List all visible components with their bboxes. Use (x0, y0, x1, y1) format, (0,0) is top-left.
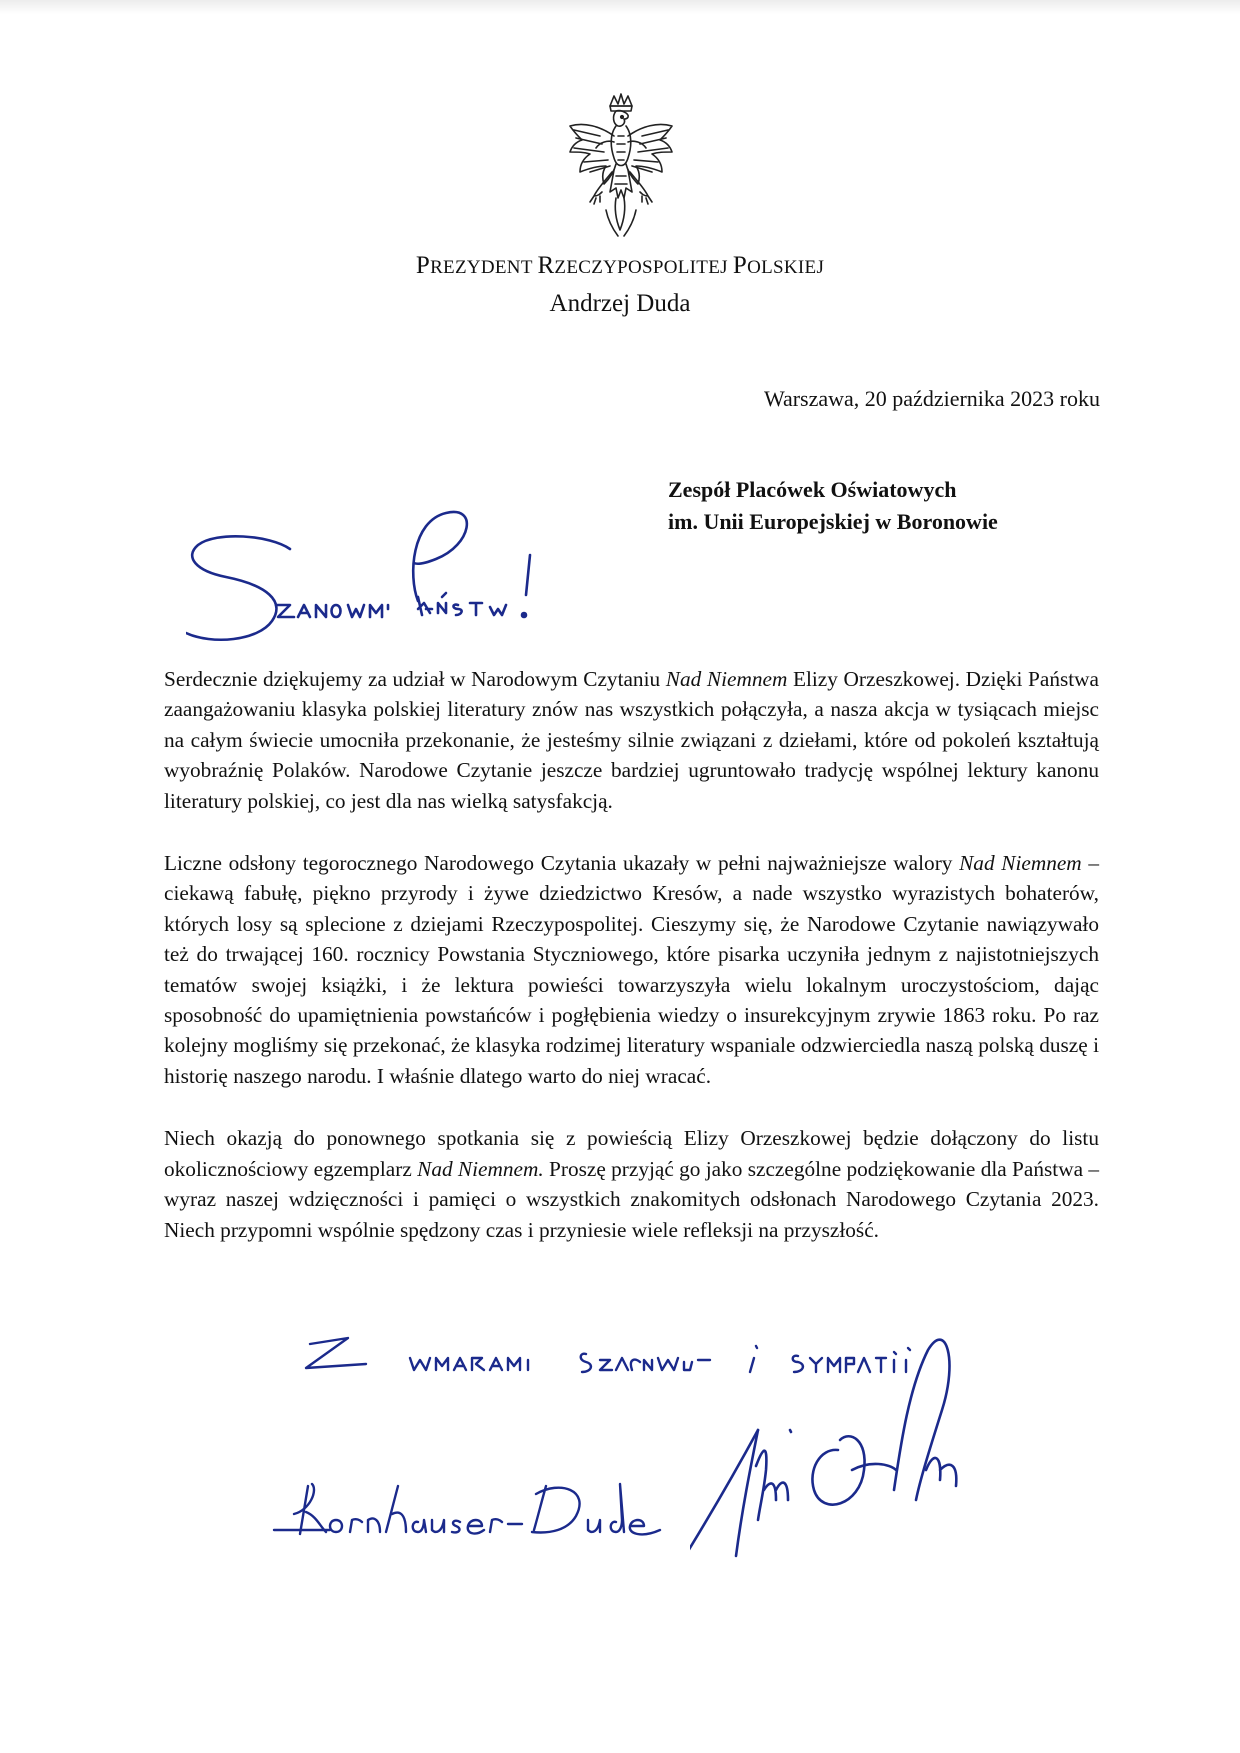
letter-body (164, 664, 1099, 1277)
office-title: PREZYDENT RZECZYPOSPOLITEJ POLSKIEJ (415, 252, 825, 279)
white-eagle-emblem-icon (560, 92, 682, 242)
paragraph-1: Serdecznie dziękujemy za udział w Narodowym Czytaniu Nad Niemnem Elizy Orzeszkowej. Dzięki Państwa zaangażowaniu klasyka polskiej literatury znów nas wszystkich połączyła, a nasza akcja w tysiącach miejsc na całym świecie umocniła przekonanie, że jesteśmy silnie związani z dziełami, które od pokoleń kształtują wyobraźnię Polaków. Narodowe Czytanie jeszcze bardziej ugruntowało tradycję wspólnej lektury kanonu literatury polskiej, co jest dla nas wielką satysfakcją. (164, 667, 1099, 813)
scan-edge (0, 0, 1240, 14)
signature-president (690, 1330, 1070, 1660)
recipient-line-1: Zespół Placówek Oświatowych (668, 477, 957, 502)
paragraph-2: Liczne odsłony tegorocznego Narodowego Czytania ukazały w pełni najważniejsze walory Nad Niemnem – ciekawą fabułę, piękno przyrody i żywe dziedzictwo Kresów, a nade wszystko wyrazistych bohaterów, których losy są splecione z dziejami Rzeczypospolitej. Cieszymy się, że Narodowe Czytanie nawiązywało też do trwającej 160. rocznicy Powstania Styczniowego, które pisarka uczyniła jednym z najistotniejszych tematów swojej książki, i że lektura powieści towarzyszyła wielu lokalnym uroczystościom, dając sposobność do upamiętnienia powstańców i pogłębienia wiedzy o insurekcyjnym zrywie 1863 roku. Po raz kolejny mogliśmy się przekonać, że klasyka rodzimej literatury wspaniale odzwierciedla naszą polską duszę i historię naszego narodu. I właśnie dlatego warto do niej wracać. (164, 851, 1099, 1088)
handwritten-salutation (186, 505, 626, 650)
president-name: Andrzej Duda (549, 290, 691, 317)
paragraph-3: Niech okazją do ponownego spotkania się z powieścią Elizy Orzeszkowej będzie dołączony do listu okolicznościowy egzemplarz Nad Niemnem. Proszę przyjąć go jako szczególne podziękowanie dla Państwa – wyraz naszej wdzięczności i pamięci o wszystkich znakomitych odsłonach Narodowego Czytania 2023. Niech przypomni wspólnie spędzony czas i przyniesie wiele refleksji na przyszłość. (164, 1126, 1100, 1242)
recipient-block (668, 474, 998, 538)
date-line: Warszawa, 20 października 2023 roku (763, 386, 1100, 411)
signature-kornhauser-duda (270, 1450, 670, 1560)
recipient-line-2: im. Unii Europejskiej w Boronowie (668, 509, 998, 534)
